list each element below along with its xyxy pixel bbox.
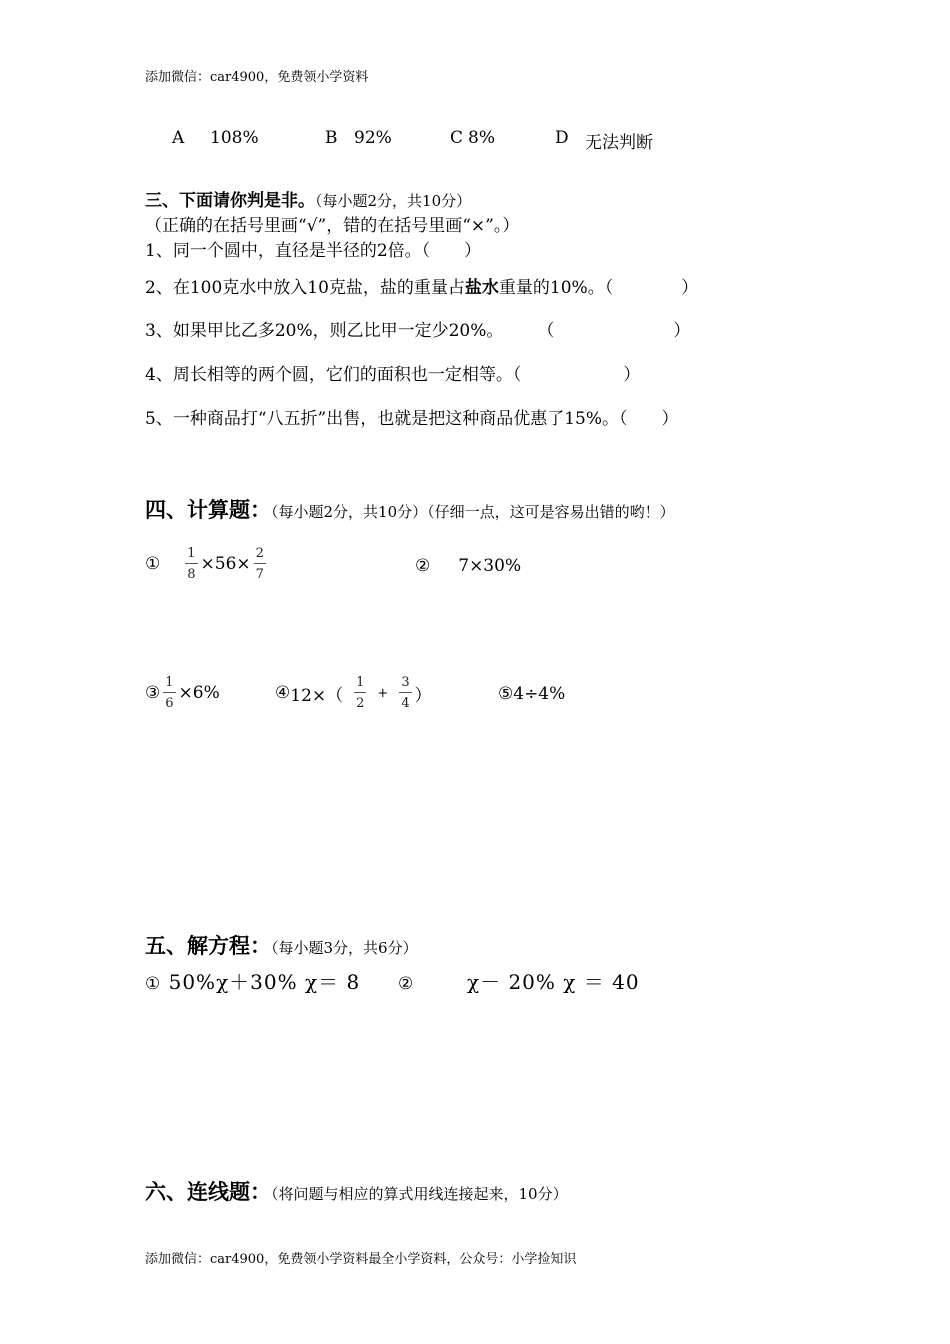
- judgment-question-1: 1、同一个圆中，直径是半径的2倍。（ ）: [145, 241, 482, 261]
- calc-problem-4: [275, 675, 432, 711]
- calc-problem-5: [498, 684, 565, 704]
- section-6-heading: [145, 1176, 568, 1206]
- calc-3-expression: ×6%: [178, 683, 220, 703]
- calc-1-operator: ×56×: [200, 554, 251, 574]
- fraction: [254, 546, 266, 582]
- denominator: 4: [401, 696, 410, 711]
- denominator: 2: [356, 696, 365, 711]
- option-d-value: 无法判断: [585, 133, 653, 153]
- numerator: 1: [163, 675, 175, 693]
- section-4-points: （每小题2分，共10分）（仔细一点，这可是容易出错的哟！）: [271, 503, 675, 521]
- fraction: [163, 675, 175, 711]
- option-c-letter: C: [450, 128, 464, 148]
- calc-2-expression: 7×30%: [458, 556, 522, 576]
- denominator: 7: [255, 567, 264, 582]
- section-6-title: 六、连线题：: [145, 1179, 271, 1204]
- calc-problem-3: [145, 675, 220, 711]
- section-5-heading: [145, 930, 418, 960]
- numerator: 3: [399, 675, 411, 693]
- option-a-value: 108%: [210, 128, 259, 148]
- page-header: 添加微信：car4900，免费领小学资料: [145, 70, 369, 85]
- option-a-letter: A: [172, 128, 185, 148]
- calc-4-close-paren: ）: [414, 685, 432, 706]
- section-3-instruction: （正确的在括号里画“√”，错的在括号里画“×”。）: [145, 216, 520, 236]
- option-c-value: 8%: [468, 128, 495, 148]
- section-4-title: 四、计算题：: [145, 497, 271, 522]
- section-4-heading: [145, 494, 675, 524]
- section-3-points: （每小题2分，共10分）: [315, 192, 472, 210]
- option-b-letter: B: [325, 128, 338, 148]
- question-2-text-start: 2、在100克水中放入10克盐，盐的重量占: [145, 278, 465, 298]
- page-footer: 添加微信：car4900，免费领小学资料最全小学资料，公众号：小学捡知识: [145, 1252, 577, 1267]
- fraction: [185, 546, 197, 582]
- calc-problem-1: [145, 546, 269, 582]
- equation-1-label: ①: [145, 974, 162, 994]
- judgment-question-3: 3、如果甲比乙多20%，则乙比甲一定少20%。 （ ）: [145, 321, 691, 341]
- calc-problem-2: [415, 556, 521, 576]
- calc-5-label: ⑤: [498, 684, 514, 704]
- judgment-question-5: 5、一种商品打“八五折”出售，也就是把这种商品优惠了15%。（ ）: [145, 409, 679, 429]
- fraction: [399, 675, 411, 711]
- option-d-letter: D: [555, 128, 569, 148]
- calc-1-label: ①: [145, 554, 161, 574]
- plus-sign: +: [377, 685, 389, 701]
- calc-3-label: ③: [145, 683, 161, 703]
- numerator: 1: [354, 675, 366, 693]
- judgment-question-2: [145, 273, 698, 298]
- question-2-emphasis: 盐水: [464, 278, 499, 298]
- numerator: 2: [254, 546, 266, 564]
- calc-4-label: ④: [275, 683, 291, 703]
- equation-1-expression: 50%χ＋30% χ＝ 8: [168, 970, 361, 994]
- equation-2-expression: χ－ 20% χ ＝ 40: [466, 970, 640, 994]
- denominator: 6: [165, 696, 174, 711]
- numerator: 1: [185, 546, 197, 564]
- question-2-text-end: 重量的10%。（ ）: [498, 278, 699, 298]
- section-6-points: （将问题与相应的算式用线连接起来，10分）: [271, 1185, 568, 1203]
- section-3-heading: [145, 186, 471, 211]
- fraction: [354, 675, 366, 711]
- section-5-points: （每小题3分，共6分）: [271, 939, 418, 957]
- calc-5-expression: 4÷4%: [513, 684, 566, 704]
- equation-1: [145, 966, 360, 995]
- section-5-title: 五、解方程：: [145, 933, 271, 958]
- judgment-question-4: 4、周长相等的两个圆，它们的面积也一定相等。（ ）: [145, 365, 641, 385]
- equation-2-label: ②: [398, 974, 415, 994]
- calc-4-expression-start: 12×（: [290, 685, 344, 706]
- denominator: 8: [187, 567, 196, 582]
- section-3-title: 三、下面请你判是非。: [145, 191, 315, 211]
- calc-2-label: ②: [415, 556, 431, 576]
- equation-2: [398, 966, 640, 995]
- option-b-value: 92%: [354, 128, 392, 148]
